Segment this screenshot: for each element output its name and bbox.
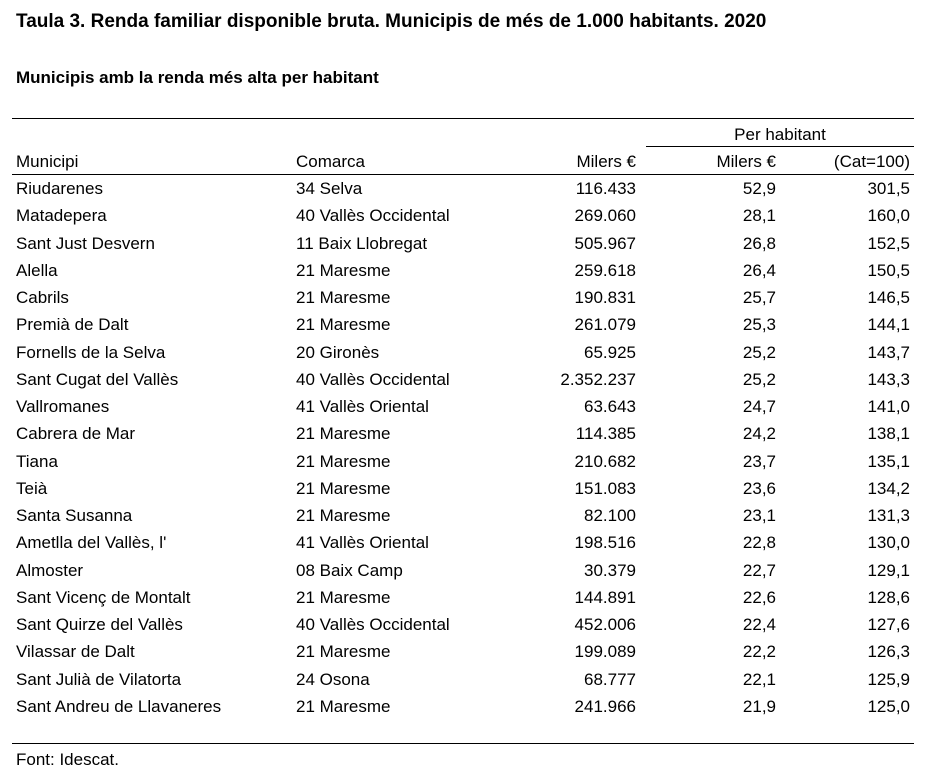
municipi-cell: Sant Just Desvern [16, 234, 155, 253]
renda-total-cell: 505.967 [574, 234, 636, 253]
renda-per-habitant-cell: 23,1 [742, 506, 776, 525]
renda-total-cell: 65.925 [584, 343, 636, 362]
index-cat-cell: 135,1 [867, 452, 910, 471]
index-cat-cell: 301,5 [867, 179, 910, 198]
column-header-index-cat: (Cat=100) [833, 152, 910, 171]
index-cat-cell: 143,7 [867, 343, 910, 362]
renda-total-cell: 198.516 [574, 533, 636, 552]
index-cat-cell: 141,0 [867, 397, 910, 416]
municipi-cell: Sant Cugat del Vallès [16, 370, 179, 389]
index-cat-cell: 160,0 [867, 206, 910, 225]
renda-total-cell: 259.618 [574, 261, 636, 280]
comarca-cell: 40 Vallès Occidental [296, 615, 450, 634]
comarca-cell: 08 Baix Camp [296, 561, 403, 580]
comarca-cell: 20 Gironès [296, 343, 380, 362]
table-title: Taula 3. Renda familiar disponible bruta. Municipis de més de 1.000 habitants. 2020 [16, 11, 767, 32]
column-header-milers-per-habitant: Milers € [716, 152, 776, 171]
municipi-cell: Sant Vicenç de Montalt [16, 588, 191, 607]
renda-per-habitant-cell: 25,3 [742, 315, 776, 334]
comarca-cell: 21 Maresme [296, 506, 391, 525]
renda-total-cell: 144.891 [574, 588, 636, 607]
table-subtitle: Municipis amb la renda més alta per habitant [16, 68, 379, 87]
index-cat-cell: 129,1 [867, 561, 910, 580]
renda-per-habitant-cell: 28,1 [742, 206, 776, 225]
renda-per-habitant-cell: 23,7 [742, 452, 776, 471]
index-cat-cell: 146,5 [867, 288, 910, 307]
municipi-cell: Premià de Dalt [16, 315, 129, 334]
column-header-municipi: Municipi [16, 152, 79, 171]
comarca-cell: 21 Maresme [296, 288, 391, 307]
renda-total-cell: 151.083 [574, 479, 636, 498]
renda-total-cell: 2.352.237 [560, 370, 636, 389]
municipi-cell: Vilassar de Dalt [16, 642, 135, 661]
municipi-cell: Cabrils [16, 288, 69, 307]
index-cat-cell: 150,5 [867, 261, 910, 280]
renda-total-cell: 30.379 [584, 561, 636, 580]
renda-per-habitant-cell: 25,2 [742, 343, 776, 362]
column-header-comarca: Comarca [296, 152, 365, 171]
index-cat-cell: 127,6 [867, 615, 910, 634]
renda-per-habitant-cell: 22,4 [742, 615, 776, 634]
index-cat-cell: 125,0 [867, 697, 910, 716]
municipi-cell: Tiana [16, 452, 58, 471]
renda-per-habitant-cell: 22,6 [742, 588, 776, 607]
comarca-cell: 21 Maresme [296, 315, 391, 334]
header-bottom-rule [12, 174, 914, 175]
municipi-cell: Cabrera de Mar [16, 424, 136, 443]
index-cat-cell: 138,1 [867, 424, 910, 443]
index-cat-cell: 125,9 [867, 670, 910, 689]
renda-per-habitant-cell: 22,1 [742, 670, 776, 689]
comarca-cell: 40 Vallès Occidental [296, 206, 450, 225]
renda-total-cell: 82.100 [584, 506, 636, 525]
index-cat-cell: 143,3 [867, 370, 910, 389]
comarca-cell: 21 Maresme [296, 479, 391, 498]
municipi-cell: Sant Andreu de Llavaneres [16, 697, 222, 716]
renda-total-cell: 261.079 [574, 315, 636, 334]
municipi-cell: Sant Julià de Vilatorta [16, 670, 182, 689]
column-header-milers-total: Milers € [576, 152, 636, 171]
municipi-cell: Riudarenes [16, 179, 103, 198]
renda-per-habitant-cell: 22,2 [742, 642, 776, 661]
renda-total-cell: 199.089 [574, 642, 636, 661]
group-header-rule [646, 146, 914, 147]
comarca-cell: 21 Maresme [296, 261, 391, 280]
renda-total-cell: 269.060 [574, 206, 636, 225]
source-note: Font: Idescat. [16, 750, 119, 769]
group-header-per-habitant: Per habitant [734, 125, 826, 144]
municipi-cell: Santa Susanna [16, 506, 133, 525]
comarca-cell: 40 Vallès Occidental [296, 370, 450, 389]
renda-per-habitant-cell: 22,8 [742, 533, 776, 552]
renda-per-habitant-cell: 24,2 [742, 424, 776, 443]
renda-per-habitant-cell: 25,7 [742, 288, 776, 307]
table-top-rule [12, 118, 914, 119]
comarca-cell: 21 Maresme [296, 588, 391, 607]
index-cat-cell: 152,5 [867, 234, 910, 253]
municipi-cell: Fornells de la Selva [16, 343, 166, 362]
municipi-cell: Matadepera [16, 206, 107, 225]
renda-per-habitant-cell: 21,9 [742, 697, 776, 716]
municipi-cell: Vallromanes [16, 397, 110, 416]
renda-total-cell: 190.831 [574, 288, 636, 307]
index-cat-cell: 144,1 [867, 315, 910, 334]
renda-per-habitant-cell: 25,2 [742, 370, 776, 389]
comarca-cell: 21 Maresme [296, 642, 391, 661]
renda-total-cell: 210.682 [574, 452, 636, 471]
municipi-cell: Sant Quirze del Vallès [16, 615, 183, 634]
municipi-cell: Teià [16, 479, 48, 498]
index-cat-cell: 131,3 [867, 506, 910, 525]
index-cat-cell: 130,0 [867, 533, 910, 552]
renda-total-cell: 116.433 [575, 179, 636, 198]
municipi-cell: Alella [16, 261, 58, 280]
comarca-cell: 21 Maresme [296, 452, 391, 471]
renda-total-cell: 452.006 [574, 615, 636, 634]
comarca-cell: 24 Osona [296, 670, 370, 689]
renda-total-cell: 241.966 [574, 697, 636, 716]
index-cat-cell: 134,2 [867, 479, 910, 498]
renda-per-habitant-cell: 52,9 [742, 179, 776, 198]
renda-total-cell: 63.643 [584, 397, 636, 416]
comarca-cell: 21 Maresme [296, 424, 391, 443]
comarca-cell: 11 Baix Llobregat [296, 234, 428, 253]
comarca-cell: 34 Selva [296, 179, 363, 198]
renda-per-habitant-cell: 26,8 [742, 234, 776, 253]
municipi-cell: Ametlla del Vallès, l' [16, 533, 167, 552]
renda-per-habitant-cell: 26,4 [742, 261, 776, 280]
municipi-cell: Almoster [16, 561, 84, 580]
comarca-cell: 21 Maresme [296, 697, 391, 716]
renda-total-cell: 68.777 [584, 670, 636, 689]
index-cat-cell: 126,3 [867, 642, 910, 661]
comarca-cell: 41 Vallès Oriental [296, 533, 429, 552]
renda-per-habitant-cell: 23,6 [742, 479, 776, 498]
index-cat-cell: 128,6 [867, 588, 910, 607]
renda-per-habitant-cell: 22,7 [742, 561, 776, 580]
comarca-cell: 41 Vallès Oriental [296, 397, 429, 416]
renda-total-cell: 114.385 [575, 424, 636, 443]
renda-per-habitant-cell: 24,7 [742, 397, 776, 416]
table-bottom-rule [12, 743, 914, 744]
